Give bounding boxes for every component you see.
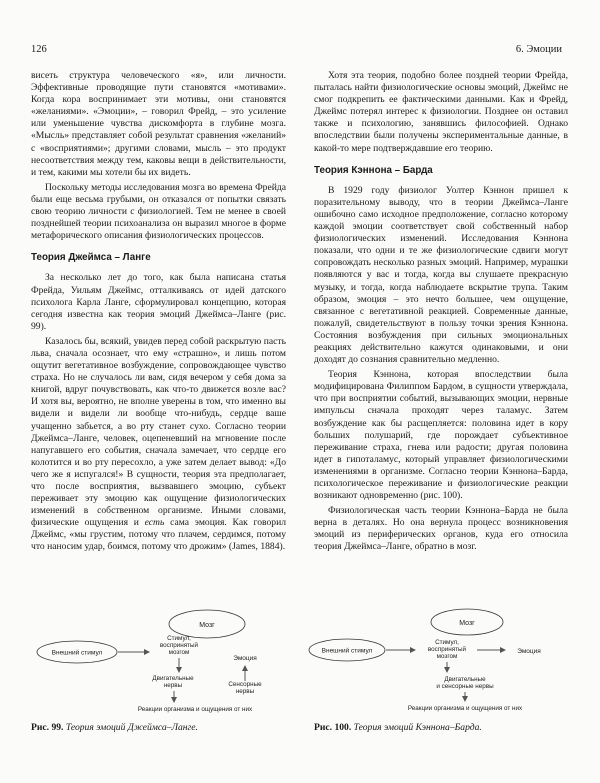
emotion-label: Эмоция <box>233 655 257 662</box>
section-heading-james-lange: Теория Джеймса – Ланге <box>31 252 151 264</box>
paragraph: Физиологическая часть теории Кэннона–Барда не была верна в деталях. Но она вернула процесс возникновения эмоций из периферических органов, куда его относила теория Джеймса–Ланге, обратно в мозг. <box>314 505 568 553</box>
paragraph: Поскольку методы исследования мозга во времена Фрейда были еще весьма грубыми, он отказался от попытки связать свою теорию личности с физиологией. Тем не менее в своей позднейшей теории психоанализа он выразил многое в форме метафорического описания физиологических процессов. <box>31 181 286 242</box>
figure-100-caption <box>314 722 482 733</box>
caption-text: Теория эмоций Кэннона–Барда. <box>353 722 482 733</box>
motor-nerves-label: Двигательные <box>152 675 194 682</box>
sensory-nerves-label: нервы <box>235 688 255 695</box>
nerves-label: Двигательные <box>444 676 486 683</box>
perceived-label: воспринятый <box>427 646 467 653</box>
paragraph-text: Казалось бы, всякий, увидев перед собой раскрытую пасть льва, сначала осознает, что ему «страшно», и лишь потом ощутит вегетативное возбуждение, сопровождающее чувство страха. Но не случалось ли вам, сидя вечером у себя дома за книгой, вдруг почувствовать, как что-то движется возле вас? И хотя вы, вероятно, не вполне уверены в том, что именно вы видели и видели ли вообще что-нибудь, сердце ваше учащенно забьется, а во рту станет сухо. Согласно теории Джеймса–Ланге, человек, оцепеневший на мгновение после напугавшего его события, сначала замечает, что сердце его колотится и во рту пересохло, а уже затем делает вывод: «До чего же я испугался!» В сущности, теория эта предполагает, что после восприятия, вызвавшего эмоцию, субъект переживает эту эмоцию как ощущение физиологических изменений в собственном организме. Иными словами, физические ощущения и <box>31 335 286 529</box>
paragraph: В 1929 году физиолог Уолтер Кэннон пришел к поразительному выводу, что в теории Джеймса–Ланге ошибочно само исходное предположение, согласно которому каждой эмоции соответствует свой собственный набор физиологических изменений. Исследования Кэннона показали, что одни и те же физиологические сдвиги могут сопровождать несколько разных эмоций. Например, мурашки появляются у вас и тогда, когда вы слушаете прекрасную музыку, и тогда, когда наблюдаете вскрытие трупа. Таким образом, эмоция – это нечто большее, чем ощущение, связанное с вегетативной реакцией. Современные данные, пожалуй, свидетельствуют в пользу точки зрения Кэннона. Состояния возбуждения при сильных эмоциональных реакциях действительно кажутся одинаковыми, и они доходят до сознания сравнительно медленно. <box>314 184 568 366</box>
stimulus-label: Внешний стимул <box>321 647 373 655</box>
sensory-nerves-label: Сенсорные <box>228 681 262 688</box>
left-column <box>31 70 286 557</box>
perceived-label: Стимул, <box>167 635 191 642</box>
reaction-label: Реакции организма и ощущения от них <box>137 706 253 713</box>
brain-label: Мозг <box>199 622 215 629</box>
paragraph: Теория Кэннона, которая впоследствии была модифицирована Филиппом Бардом, в сущности утверждала, что при восприятии событий, вызывающих эмоции, нервные импульсы сначала проходят через таламус. Затем возбуждение как бы расщепляется: половина идет в кору больших полушарий, где порождает субъективное переживание страха, гнева или радости; другая половина идет в гипоталамус, который управляет физиологическими изменениями в организме. Согласно теории Кэннона–Барда, психологическое переживание и физиологические реакции возникают одновременно (рис. 100). <box>314 369 568 502</box>
stimulus-label: Внешний стимул <box>51 649 103 657</box>
paragraph-text: сама эмоция. Как говорил Джеймс, «мы грустим, потому что плачем, сердимся, потому что наносим удар, боимся, потому что дрожим» (James, 1884). <box>31 517 286 553</box>
paragraph: За несколько лет до того, как была написана статья Фрейда, Уильям Джеймс, отталкиваясь от идей датского психолога Карла Ланге, сформулировал концепцию, которая сегодня известна как теория эмоций Джеймса–Ланге (рис. 99). <box>31 272 286 332</box>
brain-label: Мозг <box>459 620 475 627</box>
page-number: 126 <box>31 44 47 55</box>
emphasis: есть <box>144 517 165 529</box>
paragraph <box>31 336 286 554</box>
caption-text: Теория эмоций Джеймса–Ланге. <box>65 722 198 733</box>
reaction-label: Реакции организма и ощущения от них <box>407 705 523 712</box>
perceived-label: мозгом <box>168 649 190 656</box>
running-head: 6. Эмоции <box>515 44 562 55</box>
perceived-label: воспринятый <box>159 642 199 649</box>
figure-99-caption <box>31 722 198 733</box>
motor-nerves-label: нервы <box>163 682 183 689</box>
perceived-label: Стимул, <box>435 639 459 646</box>
caption-label: Рис. 100. <box>314 722 352 733</box>
emotion-label: Эмоция <box>517 648 541 655</box>
right-column <box>314 70 568 557</box>
perceived-label: мозгом <box>436 653 458 660</box>
section-heading-cannon-bard: Теория Кэннона – Барда <box>314 164 433 176</box>
nerves-label: и сенсорные нервы <box>436 683 494 690</box>
caption-label: Рис. 99. <box>31 722 64 733</box>
paragraph: висеть структура человеческого «я», или личности. Эффективные проводящие пути становятся «мотивами». Когда кора воспринимает эти мотивы, они становятся «желаниями». «Эмоции», – говорил Фрейд, – это усиление или уменьшение чувства дискомфорта в глубине мозга. «Мысль» представляет собой результат сравнения «желаний» с «восприятиями»; другими словами, мысль – это продукт несоответствия между тем, каковы вещи в действительности, и тем, какими мы хотели бы их видеть. <box>31 70 286 178</box>
figure-100-diagram <box>305 606 575 719</box>
paragraph: Хотя эта теория, подобно более поздней теории Фрейда, пыталась найти физиологические основы эмоций, Джеймс не смог подкрепить ее фактическими данными. Как и Фрейд, Джеймс потерял интерес к физиологии. Позднее он оставил также и психологию, занявшись философией. Однако впоследствии были получены экспериментальные данные, в какой-то мере подтверждавшие его теорию. <box>314 70 568 154</box>
figure-99-diagram <box>31 606 281 719</box>
